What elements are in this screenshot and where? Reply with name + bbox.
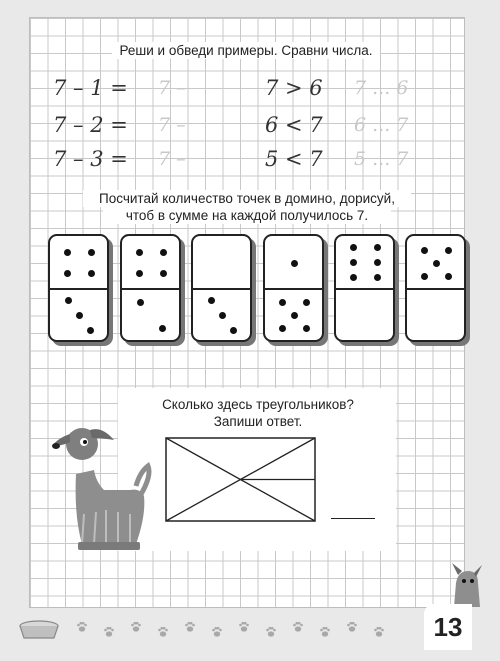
- domino-divider: [265, 288, 322, 290]
- comparison-1-trace: 7 ... 6: [354, 77, 409, 99]
- answer-line[interactable]: [331, 518, 375, 519]
- domino-pip: [350, 259, 357, 266]
- domino-pip: [76, 312, 83, 319]
- paw-print-icon: [266, 627, 276, 637]
- domino-pip: [160, 270, 167, 277]
- domino-pip: [219, 312, 226, 319]
- comparison-1: 7 > 6: [265, 76, 323, 100]
- domino-pip: [88, 249, 95, 256]
- domino-pip: [230, 327, 237, 334]
- paw-print-icon: [104, 627, 114, 637]
- domino-pip: [136, 249, 143, 256]
- domino-pip: [421, 273, 428, 280]
- task2-instruction-line2: чтоб в сумме на каждой получилось 7.: [103, 207, 391, 224]
- domino-1[interactable]: [48, 234, 109, 342]
- paw-print-icon: [212, 627, 222, 637]
- domino-pip: [87, 327, 94, 334]
- domino-pip: [433, 260, 440, 267]
- domino-pip: [445, 247, 452, 254]
- comparison-3-trace: 5 ... 7: [354, 148, 409, 170]
- equation-2: 7 – 2 =: [53, 113, 128, 137]
- domino-5[interactable]: [334, 234, 395, 342]
- paw-print-icon: [293, 622, 303, 632]
- task3-question-line2: Запиши ответ.: [138, 413, 378, 430]
- domino-pip: [279, 325, 286, 332]
- equation-1: 7 – 1 =: [53, 76, 128, 100]
- domino-pip: [303, 325, 310, 332]
- paw-print-icon: [239, 622, 249, 632]
- task3-question-line1: Сколько здесь треугольников?: [138, 396, 378, 413]
- domino-pip: [303, 299, 310, 306]
- domino-pip: [137, 299, 144, 306]
- domino-pip: [350, 244, 357, 251]
- paw-print-icon: [185, 622, 195, 632]
- domino-pip: [65, 297, 72, 304]
- domino-pip: [279, 299, 286, 306]
- equation-3: 7 – 3 =: [53, 147, 128, 171]
- equation-1-trace: 7 –: [158, 77, 186, 99]
- dog-peek-illustration: [444, 563, 484, 607]
- comparison-3: 5 < 7: [265, 147, 323, 171]
- domino-divider: [122, 288, 179, 290]
- comparison-2-trace: 6 ... 7: [354, 114, 409, 136]
- domino-pip: [208, 297, 215, 304]
- paw-print-icon: [347, 622, 357, 632]
- domino-6[interactable]: [405, 234, 466, 342]
- domino-divider: [50, 288, 107, 290]
- domino-divider: [407, 288, 464, 290]
- domino-pip: [291, 260, 298, 267]
- dog-illustration: [44, 416, 158, 556]
- task1-instruction: Реши и обведи примеры. Сравни числа.: [112, 42, 380, 59]
- domino-pip: [291, 312, 298, 319]
- domino-pip: [88, 270, 95, 277]
- domino-pip: [374, 244, 381, 251]
- domino-pip: [374, 274, 381, 281]
- domino-4[interactable]: [263, 234, 324, 342]
- paw-print-icon: [131, 622, 141, 632]
- domino-pip: [350, 274, 357, 281]
- domino-pip: [159, 325, 166, 332]
- comparison-2: 6 < 7: [265, 113, 323, 137]
- paw-print-icon: [158, 627, 168, 637]
- equation-3-trace: 7 –: [158, 148, 186, 170]
- domino-2[interactable]: [120, 234, 181, 342]
- triangle-figure: [165, 437, 316, 522]
- domino-3[interactable]: [191, 234, 252, 342]
- domino-pip: [136, 270, 143, 277]
- equation-2-trace: 7 –: [158, 114, 186, 136]
- domino-divider: [193, 288, 250, 290]
- domino-pip: [421, 247, 428, 254]
- domino-pip: [160, 249, 167, 256]
- task2-instruction-line1: Посчитай количество точек в домино, дорисуй,: [83, 190, 411, 207]
- paw-prints-decoration: [74, 617, 404, 639]
- domino-pip: [64, 249, 71, 256]
- dog-bowl-icon: [18, 620, 60, 640]
- paw-print-icon: [374, 627, 384, 637]
- domino-pip: [445, 273, 452, 280]
- domino-divider: [336, 288, 393, 290]
- domino-pip: [64, 270, 71, 277]
- page-number: 13: [424, 604, 472, 650]
- domino-pip: [374, 259, 381, 266]
- paw-print-icon: [77, 622, 87, 632]
- paw-print-icon: [320, 627, 330, 637]
